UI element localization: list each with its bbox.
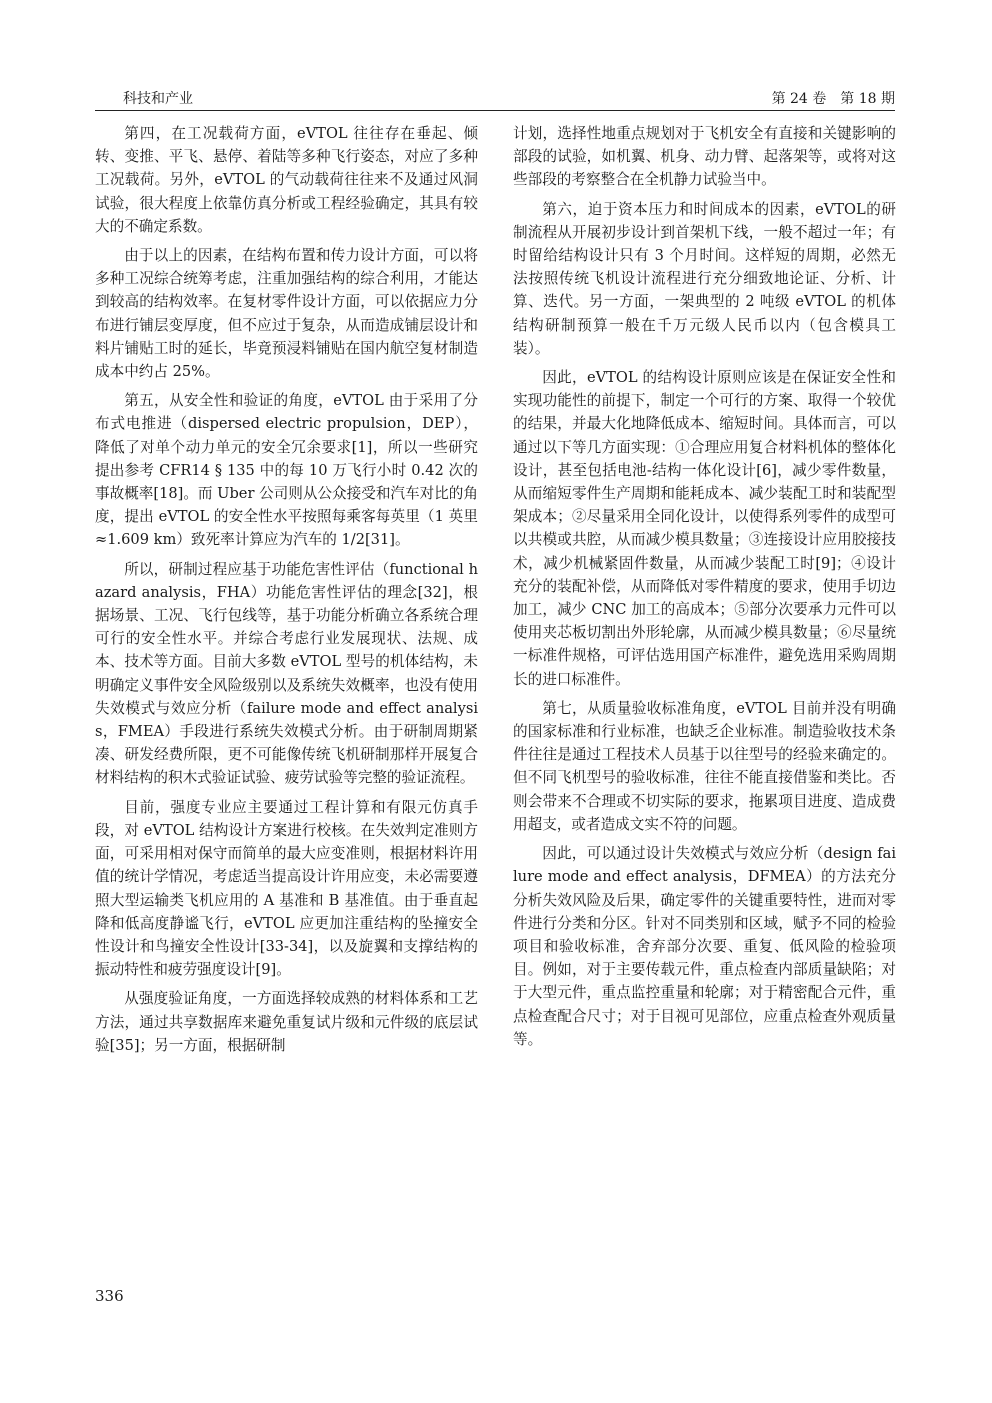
page-number: 336 [95,1287,124,1305]
paragraph: 从强度验证角度，一方面选择较成熟的材料体系和工艺方法，通过共享数据库来避免重复试片级和元件级的底层试验[35]；另一方面，根据研制 [95,990,478,1054]
paragraph: 第五，从安全性和验证的角度，eVTOL 由于采用了分布式电推进（dispersed electric propulsion，DEP），降低了对单个动力单元的安全冗余要求[1]，所以一些研究提出参考 CFR14 § 135 中的每 10 万飞行小时 0.42 次的事故概率[18]。而 Uber 公司则从公众接受和汽车对比的角度，提出 eVTOL 的安全性水平按照每乘客每英里（1 英里≈1.609 km）致死率计算应为汽车的 1/2[31]。 [95,392,478,549]
volume-issue: 第 24 卷 第 18 期 [771,91,895,107]
running-header [95,88,895,111]
paragraph: 第六，迫于资本压力和时间成本的因素，eVTOL的研制流程从开展初步设计到首架机下线，一般不超过一年；有时留给结构设计只有 3 个月时间。这样短的周期，必然无法按照传统飞机设计流程进行充分细致地论证、分析、计算、迭代。另一方面，一架典型的 2 吨级 eVTOL 的机体结构研制预算一般在千万元级人民币以内（包含模具工装）。 [513,200,896,357]
paragraph: 第七，从质量验收标准角度，eVTOL 目前并没有明确的国家标准和行业标准，也缺乏企业标准。制造验收技术条件往往是通过工程技术人员基于以往型号的经验来确定的。但不同飞机型号的验收标准，往往不能直接借鉴和类比。否则会带来不合理或不切实际的要求，拖累项目进度、造成费用超支，或者造成文实不符的问题。 [513,699,896,833]
paragraph: 因此，可以通过设计失效模式与效应分析（design failure mode and effect analysis，DFMEA）的方法充分分析失效风险及后果，确定零件的关键重要特性，进而对零件进行分类和分区。针对不同类别和区域，赋予不同的检验项目和验收标准，舍弃部分次要、重复、低风险的检验项目。例如，对于主要传载元件，重点检查内部质量缺陷；对于大型元件，重点监控重量和轮廓；对于精密配合元件，重点检查配合尺寸；对于目视可见部位，应重点检查外观质量等。 [513,845,896,1048]
journal-name: 科技和产业 [123,91,193,107]
left-column [95,122,478,1063]
paragraph: 因此，eVTOL 的结构设计原则应该是在保证安全性和实现功能性的前提下，制定一个可行的方案、取得一个较优的结果，并最大化地降低成本、缩短时间。具体而言，可以通过以下等几方面实现：①合理应用复合材料机体的整体化设计，甚至包括电池-结构一体化设计[6]，减少零件数量，从而缩短零件生产周期和能耗成本、减少装配工时和装配型架成本；②尽量采用全同化设计，以使得系列零件的成型可以共模或共腔，从而减少模具数量；③连接设计应用胶接技术，减少机械紧固件数量，从而减少装配工时[9]；④设计充分的装配补偿，从而降低对零件精度的要求，使用手切边加工，减少 CNC 加工的高成本；⑤部分次要承力元件可以使用夹芯板切割出外形轮廓，从而减少模具数量；⑥尽量统一标准件规格，可评估选用国产标准件，避免选用采购周期长的进口标准件。 [513,369,896,688]
paragraph: 所以，研制过程应基于功能危害性评估（functional hazard analysis，FHA）功能危害性评估的理念[32]，根据场景、工况、飞行包线等，基于功能分析确立各系统合理可行的安全性水平。并综合考虑行业发展现状、法规、成本、技术等方面。目前大多数 eVTOL 型号的机体结构，未明确定义事件安全风险级别以及系统失效概率，也没有使用失效模式与效应分析（failure mode and effect analysis，FMEA）手段进行系统失效模式分析。由于研制周期紧凑、研发经费所限，更不可能像传统飞机研制那样开展复合材料结构的积木式验证试验、疲劳试验等完整的验证流程。 [95,560,478,787]
paragraph: 目前，强度专业应主要通过工程计算和有限元仿真手段，对 eVTOL 结构设计方案进行校核。在失效判定准则方面，可采用相对保守而简单的最大应变准则，根据材料许用值的统计学情况，考虑适当提高设计许用应变，未必需要遵照大型运输类飞机应用的 A 基准和 B 基准值。由于垂直起降和低高度静谧飞行，eVTOL 应更加注重结构的坠撞安全性设计和鸟撞安全性设计[33-34]，以及旋翼和支撑结构的振动特性和疲劳强度设计[9]。 [95,798,478,979]
paragraph-continued: 计划，选择性地重点规划对于飞机安全有直接和关键影响的部段的试验，如机翼、机身、动力臂、起落架等，或将对这些部段的考察整合在全机静力试验当中。 [513,125,896,189]
paragraph: 由于以上的因素，在结构布置和传力设计方面，可以将多种工况综合统筹考虑，注重加强结构的综合利用，才能达到较高的结构效率。在复材零件设计方面，可以依据应力分布进行铺层变厚度，但不应过于复杂，从而造成铺层设计和料片铺贴工时的延长，毕竟预浸料铺贴在国内航空复材制造成本中约占 25%。 [95,247,478,381]
paragraph: 第四，在工况载荷方面，eVTOL 往往存在垂起、倾转、变推、平飞、悬停、着陆等多种飞行姿态，对应了多种工况载荷。另外，eVTOL 的气动载荷往往来不及通过风洞试验，很大程度上依靠仿真分析或工程经验确定，其具有较大的不确定系数。 [95,125,478,235]
right-column [513,122,896,1057]
